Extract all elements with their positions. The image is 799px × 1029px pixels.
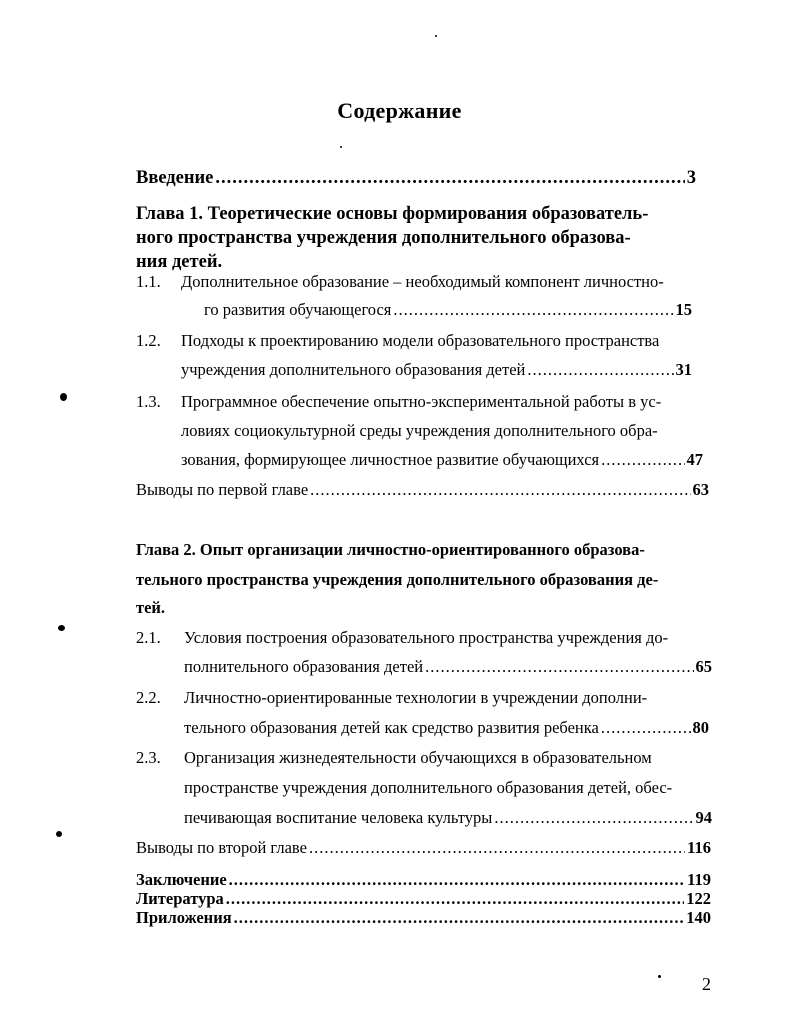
- toc-page-number: 63: [692, 480, 709, 499]
- toc-page-number: 65: [695, 657, 712, 676]
- section-title-line: пространстве учреждения дополнительного образования детей, обес-: [184, 778, 673, 797]
- section-number: 2.3.: [136, 748, 161, 767]
- section-number: 2.1.: [136, 628, 161, 647]
- scan-speck: [60, 393, 67, 401]
- section-title-line: тельного образования детей как средство развития ребенка: [184, 718, 599, 737]
- scan-speck: [340, 146, 342, 148]
- toc-entry-label: Введение: [136, 168, 214, 188]
- section-title-line: Подходы к проектированию модели образовательного пространства: [181, 331, 660, 350]
- leader-dots: [527, 360, 673, 380]
- leader-dots: [234, 908, 685, 928]
- section-title-line: го развития обучающегося: [204, 300, 392, 319]
- toc-page-number: 47: [686, 450, 703, 469]
- chapter-1-heading-line-2: ного пространства учреждения дополнительного образова-: [136, 228, 631, 248]
- toc-entry-conclusion: [136, 870, 711, 890]
- scan-speck: [435, 35, 437, 37]
- toc-entry-2-2: [184, 718, 709, 738]
- leader-dots: [601, 450, 684, 470]
- toc-entry-intro: [136, 168, 696, 189]
- toc-page-number: 80: [692, 718, 709, 737]
- leader-dots: [425, 657, 693, 677]
- leader-dots: [601, 718, 691, 738]
- toc-entry-label: Выводы по второй главе: [136, 838, 307, 857]
- toc-page-number: 3: [686, 168, 696, 188]
- toc-page-number: 31: [675, 360, 692, 379]
- toc-page-number: 94: [695, 808, 712, 827]
- toc-page-number: 15: [675, 300, 692, 319]
- scan-speck: [658, 975, 661, 978]
- toc-page-number: 122: [686, 889, 711, 908]
- chapter-2-heading-line-2: тельного пространства учреждения дополнительного образования де-: [136, 570, 659, 589]
- leader-dots: [393, 300, 673, 320]
- section-number: 1.2.: [136, 331, 161, 350]
- toc-page-number: 140: [686, 908, 711, 927]
- page-title: Содержание: [337, 98, 462, 123]
- toc-entry-appendices: [136, 908, 711, 928]
- toc-page-number: 119: [687, 870, 711, 889]
- toc-entry-chapter-1-conclusions: [136, 480, 709, 500]
- toc-entry-1-1: [204, 300, 692, 320]
- section-title-line: зования, формирующее личностное развитие обучающихся: [181, 450, 600, 469]
- toc-entry-2-3: [184, 808, 712, 828]
- section-title-line: Программное обеспечение опытно-экспериментальной работы в ус-: [181, 392, 662, 411]
- leader-dots: [309, 838, 685, 858]
- leader-dots: [215, 168, 684, 189]
- chapter-1-heading-line-3: ния детей.: [136, 252, 223, 272]
- section-title-line: полнительного образования детей: [184, 657, 424, 676]
- leader-dots: [310, 480, 690, 500]
- chapter-1-heading-line-1: Глава 1. Теоретические основы формирования образователь-: [136, 204, 649, 224]
- toc-entry-chapter-2-conclusions: [136, 838, 711, 858]
- chapter-2-heading-line-3: тей.: [136, 598, 166, 617]
- toc-entry-label: Заключение: [136, 870, 227, 889]
- toc-entry-label: Приложения: [136, 908, 232, 927]
- toc-entry-label: Выводы по первой главе: [136, 480, 309, 499]
- toc-entry-1-2: [181, 360, 692, 380]
- scan-speck: [58, 625, 65, 631]
- section-title-line: Условия построения образовательного пространства учреждения до-: [184, 628, 669, 647]
- page-number: 2: [702, 974, 711, 994]
- toc-page-number: 116: [687, 838, 711, 857]
- toc-entry-2-1: [184, 657, 712, 677]
- section-title-line: Личностно-ориентированные технологии в учреждении дополни-: [184, 688, 648, 707]
- section-title-line: Дополнительное образование – необходимый компонент личностно-: [181, 272, 664, 291]
- section-title-line: печивающая воспитание человека культуры: [184, 808, 493, 827]
- toc-entry-label: Литература: [136, 889, 224, 908]
- section-title-line: ловиях социокультурной среды учреждения дополнительного обра-: [181, 421, 658, 440]
- section-number: 1.3.: [136, 392, 161, 411]
- toc-entry-literature: [136, 889, 711, 909]
- leader-dots: [494, 808, 693, 828]
- section-title-line: учреждения дополнительного образования детей: [181, 360, 526, 379]
- toc-entry-1-3: [181, 450, 703, 470]
- section-title-line: Организация жизнедеятельности обучающихся в образовательном: [184, 748, 652, 767]
- leader-dots: [226, 889, 684, 909]
- scan-speck: [56, 831, 62, 837]
- section-number: 2.2.: [136, 688, 161, 707]
- section-number: 1.1.: [136, 272, 161, 291]
- leader-dots: [229, 870, 685, 890]
- chapter-2-heading-line-1: Глава 2. Опыт организации личностно-ориентированного образова-: [136, 540, 645, 559]
